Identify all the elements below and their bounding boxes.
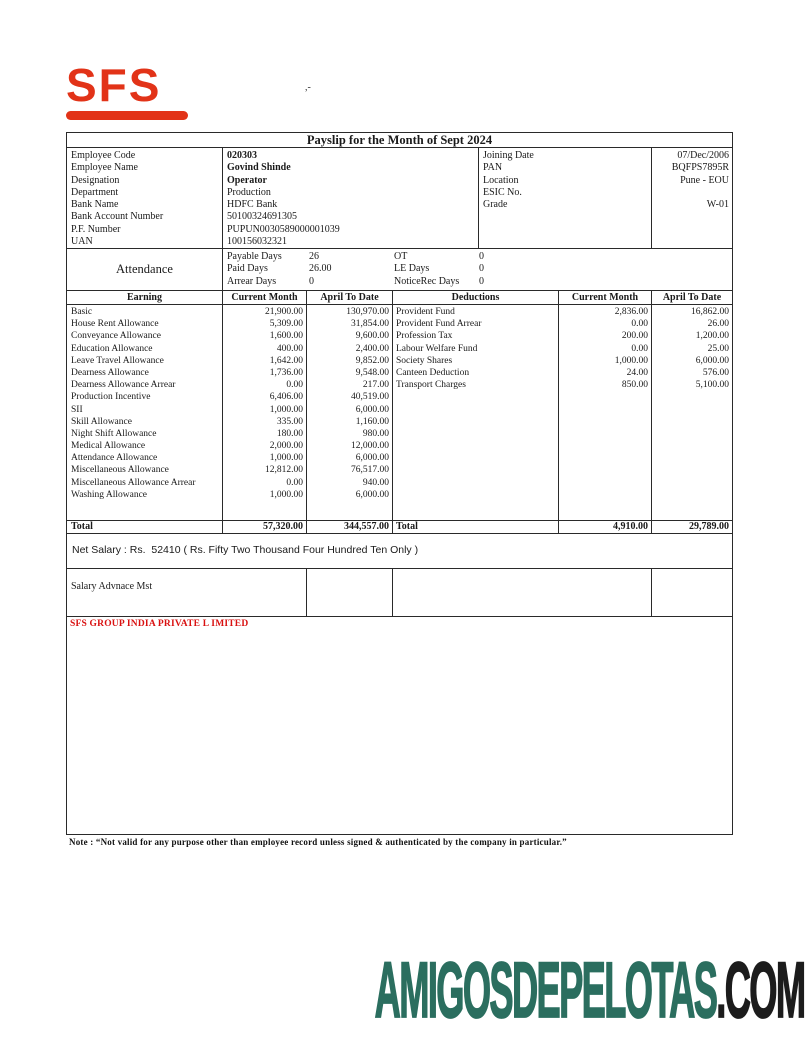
validity-note: Note : “Not valid for any purpose other than employee record unless signed & authenticated by the company in particular.” [69,837,567,847]
employee-info-right-labels [479,148,652,248]
info-label: Bank Account Number [71,211,164,223]
employee-info-values [223,148,479,248]
earning-current-column [223,305,307,520]
attendance-row [223,251,732,263]
earning-name: Dearness Allowance Arrear [71,380,176,391]
earning-current-value: 1,000.00 [269,404,303,415]
employee-info-section [67,148,732,248]
deduction-current-column [559,305,652,520]
deduction-name: Transport Charges [396,380,466,391]
info-label: P.F. Number [71,223,121,235]
earning-name: Miscellaneous Allowance [71,465,169,476]
salary-advance-cell [307,569,393,616]
header-april-to-date: April To Date [307,291,393,304]
earning-ytd-value: 31,854.00 [351,319,389,330]
employee-info-right-values [652,148,732,248]
earning-total-current: 57,320.00 [223,521,307,533]
payslip-sheet [66,132,733,835]
earning-current-value: 21,900.00 [265,307,303,317]
earning-ytd-value: 980.00 [362,428,389,439]
earning-ytd-value: 1,160.00 [355,416,389,427]
info-label: Employee Name [71,162,138,174]
deduction-current-value: 200.00 [621,331,648,342]
earning-ytd-value: 9,548.00 [355,367,389,378]
info-value: BQFPS7895R [671,162,729,174]
attendance-field-value: 26.00 [309,263,332,275]
deduction-name: Provident Fund Arrear [396,319,482,330]
earning-current-value: 335.00 [276,416,303,427]
header-ded-current-month: Current Month [559,291,652,304]
header-earning: Earning [67,291,223,304]
salary-advance-cell [393,569,652,616]
attendance-field-value: 0 [479,251,484,262]
header-ded-april-to-date: April To Date [662,292,722,303]
logo-underline-bar [66,111,188,120]
earning-name: Conveyance Allowance [71,331,161,342]
info-label: Employee Code [71,150,136,161]
info-label: Designation [71,174,120,186]
table-body [67,305,732,520]
deduction-name: Profession Tax [396,331,453,342]
attendance-field-value: 26 [309,251,319,262]
info-value: 07/Dec/2006 [677,150,729,161]
deduction-current-value: 1,000.00 [614,355,648,366]
deduction-ytd-value: 6,000.00 [695,355,729,366]
earning-name: Basic [71,307,93,317]
deduction-name: Provident Fund [396,307,455,317]
earning-current-value: 400.00 [276,343,303,354]
attendance-field-label: Paid Days [227,263,268,275]
deduction-current-value: 24.00 [626,367,648,378]
attendance-section [67,248,732,291]
earning-current-value: 0.00 [286,477,303,488]
deduction-current-value: 2,836.00 [614,307,648,317]
attendance-field-label: Payable Days [227,251,282,262]
earning-name: House Rent Allowance [71,319,159,330]
watermark [374,944,804,1035]
deduction-current-value: 0.00 [631,319,648,330]
earning-current-value: 12,812.00 [265,465,303,476]
employee-info-labels [67,148,223,248]
earning-ytd-value: 12,000.00 [351,441,389,452]
earning-total-label: Total [67,521,223,533]
table-header-row [67,291,732,305]
earning-ytd-value: 217.00 [362,380,389,391]
watermark-suffix: .COM [715,945,804,1034]
earning-ytd-column [307,305,393,520]
info-value: 100156032321 [227,236,287,248]
deduction-current-value: 0.00 [631,343,648,354]
info-value: Operator [227,174,267,186]
info-value: Production [227,186,271,198]
attendance-field-label: OT [394,251,408,262]
earning-ytd-value: 6,000.00 [355,404,389,415]
earning-ytd-value: 9,600.00 [355,331,389,342]
deduction-ytd-value: 16,862.00 [691,307,729,317]
info-value: Pune - EOU [680,174,729,186]
earning-name: Dearness Allowance [71,367,149,378]
earning-name: Skill Allowance [71,416,132,427]
info-value: 50100324691305 [227,211,297,223]
deduction-ytd-value: 26.00 [707,319,729,330]
attendance-field-value: 0 [479,263,484,275]
earning-current-value: 6,406.00 [269,392,303,403]
earning-current-value: 5,309.00 [269,319,303,330]
earning-name: Leave Travel Allowance [71,355,164,366]
info-value: Govind Shinde [227,162,291,174]
deduction-ytd-value: 576.00 [702,367,729,378]
deduction-total-ytd: 29,789.00 [689,521,729,532]
deduction-total-label: Total [393,521,559,533]
deduction-name: Labour Welfare Fund [396,343,478,354]
info-label: Bank Name [71,199,119,211]
info-value: HDFC Bank [227,199,278,211]
earning-current-value: 2,000.00 [269,441,303,452]
watermark-main: AMIGOSDEPELOTAS [374,945,716,1034]
earning-current-value: 0.00 [286,380,303,391]
earning-ytd-value: 2,400.00 [355,343,389,354]
salary-advance-row [67,569,732,617]
attendance-row [223,276,732,288]
earning-current-value: 1,000.00 [269,453,303,464]
info-label: PAN [483,162,503,174]
deduction-current-value: 850.00 [621,380,648,391]
earning-ytd-value: 9,852.00 [355,355,389,366]
earning-ytd-value: 6,000.00 [355,489,389,500]
attendance-field-label: Arrear Days [227,275,277,287]
earning-ytd-value: 6,000.00 [355,453,389,464]
earning-ytd-value: 130,970.00 [346,307,389,317]
attendance-label: Attendance [67,249,223,290]
earning-name: Washing Allowance [71,489,148,500]
logo-text: SFS [66,59,162,111]
earning-current-value: 1,600.00 [269,331,303,342]
info-label: UAN [71,236,93,248]
salary-advance-cell [652,569,732,616]
earning-names-column [67,305,223,520]
earning-name: Medical Allowance [71,441,146,452]
earning-name: Education Allowance [71,343,153,354]
earning-current-value: 1,642.00 [269,355,303,366]
deduction-name: Canteen Deduction [396,367,470,378]
earning-name: Night Shift Allowance [71,428,157,439]
info-label: ESIC No. [483,186,522,198]
info-value [652,187,732,199]
info-label: Department [71,186,119,198]
earning-current-value: 1,000.00 [269,489,303,500]
deduction-name: Society Shares [396,355,453,366]
company-logo [66,59,188,120]
stray-mark: ,- [305,82,311,93]
attendance-field-label: NoticeRec Days [394,275,460,287]
deduction-ytd-column [652,305,732,520]
info-label: Grade [483,199,508,211]
attendance-field-value: 0 [479,275,484,287]
net-salary-row [67,534,732,569]
deduction-total-current: 4,910.00 [559,521,652,533]
deduction-names-column [393,305,559,520]
net-salary-text: Net Salary : Rs. 52410 ( Rs. Fifty Two Thousand Four Hundred Ten Only ) [72,544,419,556]
earning-current-value: 1,736.00 [269,367,303,378]
info-value: PUPUN0030589000001039 [227,223,340,235]
info-value: W-01 [706,199,729,211]
earning-name: SII [71,404,83,415]
attendance-field-value: 0 [309,275,314,287]
earning-name: Production Incentive [71,392,151,403]
header-deductions: Deductions [393,291,559,304]
salary-advance-label: Salary Advnace Mst [67,569,307,616]
header-current-month: Current Month [223,291,307,304]
earning-name: Miscellaneous Allowance Arrear [71,477,196,488]
totals-row [67,520,732,534]
company-footer: SFS GROUP INDIA PRIVATE L IMITED [70,619,249,629]
attendance-details [223,249,732,290]
deduction-ytd-value: 1,200.00 [695,331,729,342]
earning-total-ytd: 344,557.00 [307,521,393,533]
info-value: 020303 [227,150,257,161]
info-label: Joining Date [483,150,534,161]
info-label: Location [483,174,519,186]
earning-ytd-value: 76,517.00 [351,465,389,476]
deduction-ytd-value: 5,100.00 [695,380,729,391]
earning-current-value: 180.00 [276,428,303,439]
earning-name: Attendance Allowance [71,453,158,464]
attendance-row [223,263,732,275]
earning-ytd-value: 940.00 [362,477,389,488]
attendance-field-label: LE Days [394,263,430,275]
payslip-title: Payslip for the Month of Sept 2024 [67,133,732,148]
earning-ytd-value: 40,519.00 [351,392,389,403]
deduction-ytd-value: 25.00 [707,343,729,354]
